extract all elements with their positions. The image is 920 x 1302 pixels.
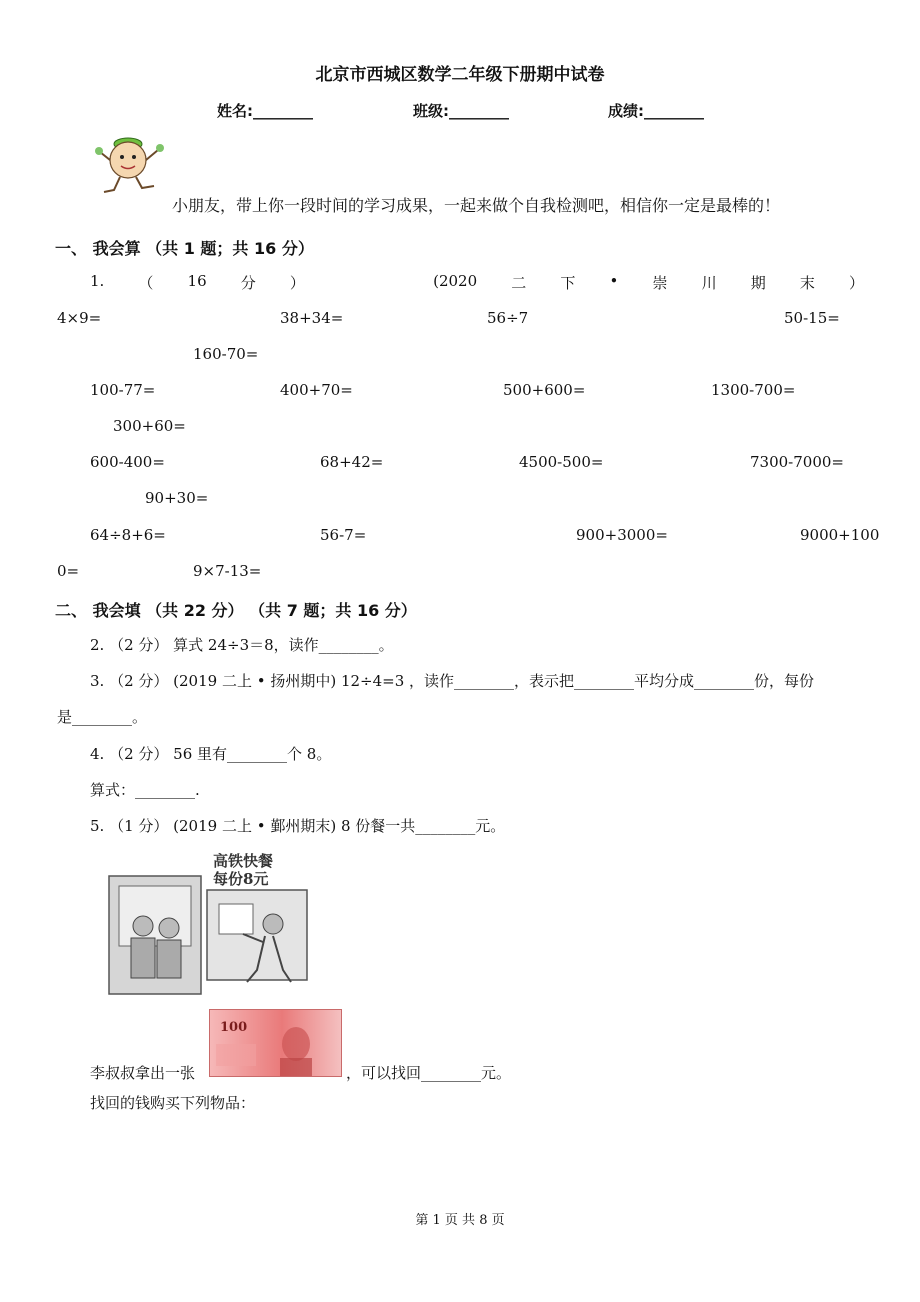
question-5: 5. （1 分） (2019 二上 • 鄞州期末) 8 份餐一共________元。 <box>90 817 506 835</box>
calc-item: 38+34= <box>280 309 344 327</box>
calc-item: 64÷8+6= <box>90 526 166 544</box>
question-5-buy: 找回的钱购买下列物品： <box>90 1094 256 1112</box>
q1-part: (2020 <box>433 272 478 290</box>
q1-part: • <box>609 272 619 290</box>
q1-part: 16 <box>187 272 207 290</box>
calc-item: 7300-7000= <box>750 453 844 471</box>
question-2: 2. （2 分） 算式 24÷3＝8，读作________。 <box>90 636 394 654</box>
question-4: 4. （2 分） 56 里有________个 8。 <box>90 745 332 763</box>
calc-item: 600-400= <box>90 453 165 471</box>
q1-part: 1. <box>90 272 105 290</box>
banknote-100-image <box>209 1009 342 1077</box>
q1-part: 川 <box>701 274 717 292</box>
intro-message: 小朋友，带上你一段时间的学习成果，一起来做个自我检测吧，相信你一定是最棒的！ <box>172 196 781 215</box>
calc-item: 300+60= <box>113 417 186 435</box>
calc-item: 68+42= <box>320 453 384 471</box>
score-label: 成绩: <box>608 102 644 120</box>
name-blank: ________ <box>253 102 313 120</box>
page-footer: 第 1 页 共 8 页 <box>415 1213 505 1228</box>
banknote-portrait-icon <box>210 1010 341 1076</box>
q1-part: ） <box>289 274 305 292</box>
name-field <box>217 100 313 121</box>
calc-item: 0= <box>57 562 80 580</box>
score-field <box>608 100 704 121</box>
question-3-cont: 是________。 <box>57 708 148 726</box>
calc-item: 400+70= <box>280 381 353 399</box>
score-blank: ________ <box>644 102 704 120</box>
calc-item: 56-7= <box>320 526 367 544</box>
sign-line-2: 每份8元 <box>213 870 269 888</box>
sign-line-1: 高铁快餐 <box>213 852 274 870</box>
q1-part: ） <box>848 274 864 292</box>
q1-header <box>90 272 864 293</box>
section1-heading: 一、 我会算 （共 1 题；共 16 分） <box>55 239 314 258</box>
scene-drawing <box>107 850 312 1002</box>
banknote-value: 100 <box>220 1020 248 1035</box>
page-title: 北京市西城区数学二年级下册期中试卷 <box>315 65 605 85</box>
q1-part: 分 <box>240 274 256 292</box>
question-4-formula: 算式：________. <box>90 781 200 799</box>
question-5-change: ，可以找回________元。 <box>346 1064 512 1082</box>
name-label: 姓名: <box>217 102 253 120</box>
class-label: 班级: <box>413 102 449 120</box>
q1-part: 末 <box>799 274 815 292</box>
calc-item: 4500-500= <box>519 453 604 471</box>
question-3: 3. （2 分） (2019 二上 • 扬州期中) 12÷4=3 ，读作________，表示把________平均分成________份，每份 <box>90 672 815 690</box>
q1-part: 下 <box>560 274 576 292</box>
calc-item: 4×9= <box>57 309 102 327</box>
calc-item: 500+600= <box>503 381 586 399</box>
calc-item: 900+3000= <box>576 526 668 544</box>
calc-item: 9×7-13= <box>193 562 262 580</box>
calc-item: 50-15= <box>784 309 840 327</box>
calc-item: 1300-700= <box>711 381 796 399</box>
calc-item: 56÷7 <box>487 309 529 327</box>
section2-heading: 二、 我会填 （共 22 分） （共 7 题；共 16 分） <box>55 601 417 620</box>
q1-part: 二 <box>511 274 527 292</box>
question-5-take: 李叔叔拿出一张 <box>90 1064 196 1082</box>
q1-part: 期 <box>750 274 766 292</box>
calc-item: 160-70= <box>193 345 259 363</box>
calc-item: 100-77= <box>90 381 156 399</box>
calc-item: 90+30= <box>145 489 209 507</box>
q1-part: 崇 <box>652 274 668 292</box>
q1-part: （ <box>138 274 154 292</box>
fast-food-illustration <box>107 850 312 1002</box>
class-field <box>413 100 509 121</box>
calc-item: 9000+100 <box>800 526 880 544</box>
mascot-illustration <box>94 130 170 198</box>
class-blank: ________ <box>449 102 509 120</box>
